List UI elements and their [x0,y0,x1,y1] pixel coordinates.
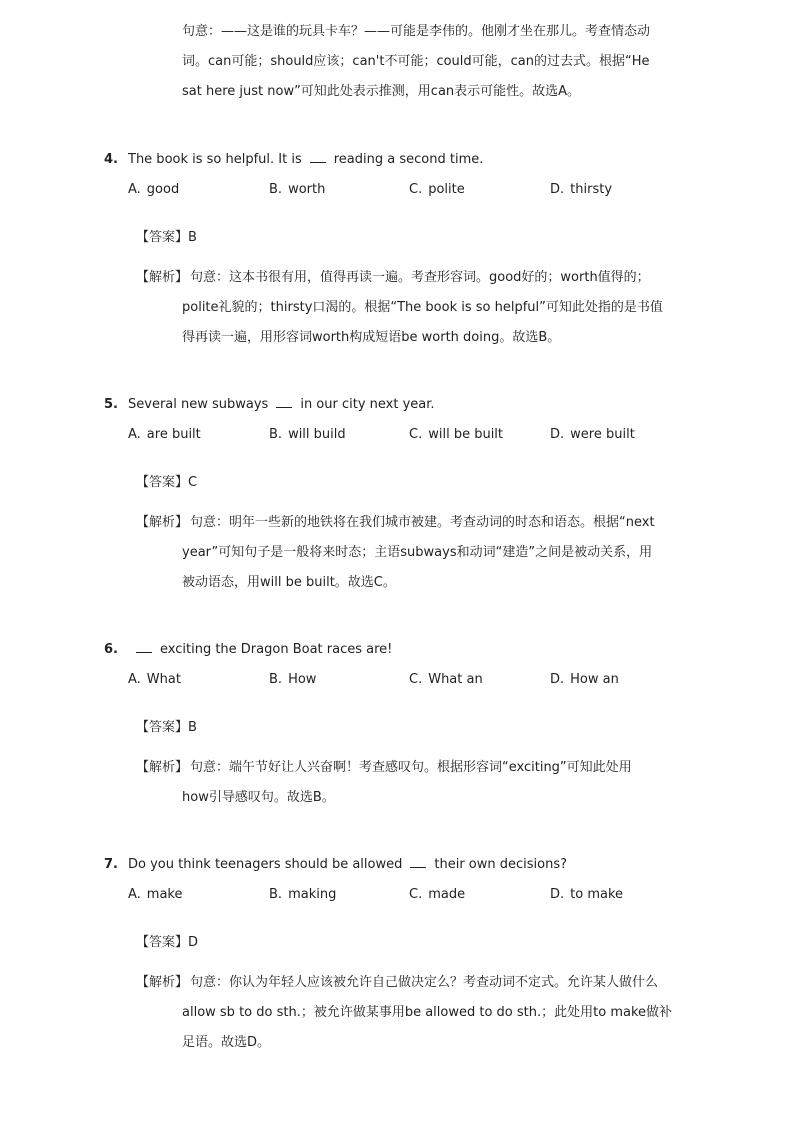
analysis-line-3: 被动语态，用will be built。故选C。 [182,575,396,590]
answer-label: 【答案】 [136,935,189,950]
option-b: B. How [269,672,317,687]
question-number: 6. [104,642,118,657]
option-c: C. What an [409,672,483,687]
answer-blank [276,395,292,408]
option-b: B. will build [269,427,346,442]
option-a: A. good [128,182,180,197]
question-text [128,640,392,660]
answer-value: B [188,230,197,245]
answer-blank [136,640,152,653]
intro-line-2: 词。can可能；should应该；can't不可能；could可能，can的过去式。根据“He [182,54,650,69]
intro-line-1: 句意：——这是谁的玩具卡车？——可能是李伟的。他刚才坐在那儿。考查情态动 [182,24,651,39]
option-d: D. to make [550,887,624,902]
answer-label: 【答案】 [136,475,189,490]
question-text-after: exciting the Dragon Boat races are! [160,642,393,657]
answer-line [136,473,197,493]
analysis-line-3: 得再读一遍，用形容词worth构成短语be worth doing。故选B。 [182,330,561,345]
analysis-line-2: polite礼貌的；thirsty口渴的。根据“The book is so helpful”可知此处指的是书值 [182,300,663,315]
analysis-label: 【解析】 [136,760,189,775]
question-text [128,150,483,170]
answer-line [136,228,197,248]
option-b: B. worth [269,182,326,197]
option-c: C. polite [409,182,465,197]
analysis-line-2: allow sb to do sth.；被允许做某事用be allowed to do sth.；此处用to make做补 [182,1005,673,1020]
question-number: 7. [104,857,118,872]
option-d: D. were built [550,427,635,442]
analysis-line-1: 句意：你认为年轻人应该被允许自己做决定么？考查动词不定式。允许某人做什么 [190,975,659,990]
option-a: A. make [128,887,183,902]
question-text-after: in our city next year. [300,397,435,412]
answer-blank [310,150,326,163]
analysis-line-1: 句意：明年一些新的地铁将在我们城市被建。考查动词的时态和语态。根据“next [190,515,655,530]
analysis-label: 【解析】 [136,515,189,530]
option-a: A. What [128,672,181,687]
answer-value: D [188,935,199,950]
answer-line [136,718,197,738]
option-d: D. How an [550,672,619,687]
answer-value: C [188,475,198,490]
analysis-line-1: 句意：这本书很有用，值得再读一遍。考查形容词。good好的；worth值得的； [190,270,650,285]
question-text [128,855,567,875]
analysis-line-1: 句意：端午节好让人兴奋啊！考查感叹句。根据形容词“exciting”可知此处用 [190,760,632,775]
analysis-line-2: year”可知句子是一般将来时态；主语subways和动词“建造”之间是被动关系，用 [182,545,653,560]
answer-blank [410,855,426,868]
question-text-after: reading a second time. [333,152,484,167]
option-c: C. made [409,887,466,902]
question-text-before: Several new subways [128,397,269,412]
question-text [128,395,435,415]
analysis-label: 【解析】 [136,975,189,990]
option-c: C. will be built [409,427,504,442]
option-d: D. thirsty [550,182,613,197]
answer-label: 【答案】 [136,720,189,735]
question-text-before: Do you think teenagers should be allowed [128,857,403,872]
option-a: A. are built [128,427,201,442]
analysis-label: 【解析】 [136,270,189,285]
answer-value: B [188,720,197,735]
answer-line [136,933,198,953]
question-number: 4. [104,152,118,167]
question-number: 5. [104,397,118,412]
option-b: B. making [269,887,337,902]
question-text-after: their own decisions? [434,857,568,872]
analysis-line-3: 足语。故选D。 [182,1035,271,1050]
analysis-line-2: how引导感叹句。故选B。 [182,790,335,805]
intro-line-3: sat here just now”可知此处表示推测，用can表示可能性。故选A。 [182,84,581,99]
question-text-before: The book is so helpful. It is [128,152,302,167]
answer-label: 【答案】 [136,230,189,245]
